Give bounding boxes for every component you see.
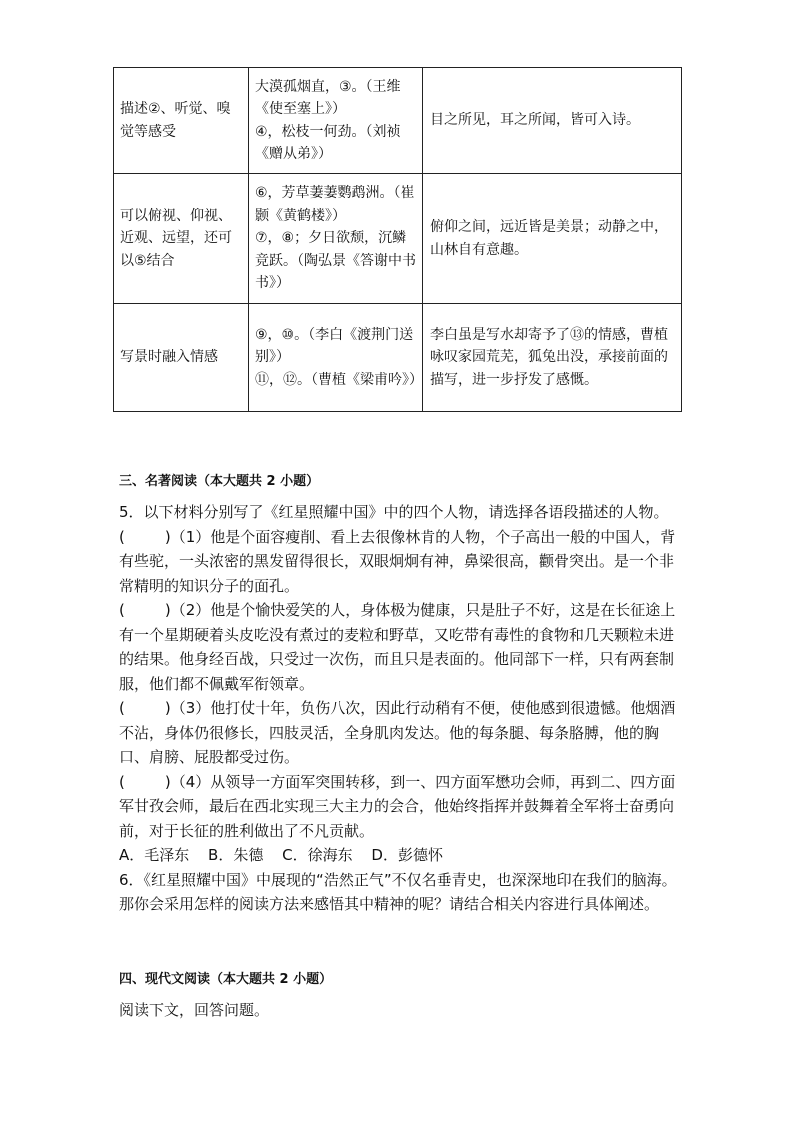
poem-line: 大漠孤烟直，③。（王维《使至塞上》） [255,78,401,117]
table-row [114,174,682,304]
table-cell: 李白虽是写水却寄予了⑬的情感，曹植咏叹家园荒芜，狐兔出没，承接前面的描写，进一步抒发了感慨。 [423,304,682,412]
table-cell: 写景时融入情感 [114,304,249,412]
table-cell [249,174,423,304]
table-row [114,68,682,174]
list-item: ( )（4）从领导一方面军突围转移，到一、四方面军懋功会师，再到二、四方面军甘孜会师，最后在西北实现三大主力的会合，他始终指挥并鼓舞着全军将士奋勇向前，对于长征的胜利做出了不凡贡献。 [119,772,676,840]
table-cell: 目之所见，耳之所闻，皆可入诗。 [423,68,682,174]
answer-options: A．毛泽东 B．朱德 C．徐海东 D．彭德怀 [119,846,443,864]
poem-line: ⑪，⑫。（曹植《梁甫吟》） [255,371,423,388]
list-item: ( )（1）他是个面容瘦削、看上去很像林肯的人物，个子高出一般的中国人，背有些驼，一头浓密的黑发留得很长，双眼炯炯有神，鼻梁很高，颧骨突出。是一个非常精明的知识分子的面孔。 [119,527,676,595]
table-cell: 俯仰之间，远近皆是美景；动静之中，山林自有意趣。 [423,174,682,304]
section-heading: 三、名著阅读（本大题共 2 小题） [119,474,320,489]
list-item: ( )（3）他打仗十年，负伤八次，因此行动稍有不便，使他感到很遗憾。他烟酒不沾，身体仍很修长，四肢灵活，全身肌肉发达。他的每条腿、每条胳膊，他的胸口、肩膀、屁股都受过伤。 [119,699,676,766]
table-cell [249,68,423,174]
table-cell [249,304,423,412]
poem-line: ⑦，⑧；夕日欲颓，沉鳞竞跃。（陶弘景《答谢中书书》） [255,230,416,292]
poem-line: ⑨，⑩。（李白《渡荆门送别》） [255,326,414,366]
section-heading: 四、现代文阅读（本大题共 2 小题） [119,972,333,987]
question-stem: 5．以下材料分别写了《红星照耀中国》中的四个人物，请选择各语段描述的人物。 [119,503,669,521]
section-intro: 阅读下文，回答问题。 [119,1001,270,1019]
poem-line: ④，松枝一何劲。（刘祯《赠从弟》） [255,123,401,162]
question-6: 6．《红星照耀中国》中展现的“浩然正气”不仅名垂青史，也深深地印在我们的脑海。那你会采用怎样的阅读方法来感悟其中精神的呢？请结合相关内容进行具体阐述。 [119,870,677,913]
poem-line: ⑥，芳草萋萋鹦鹉洲。（崔颢《黄鹤楼》） [255,185,415,224]
table-cell: 描述②、听觉、嗅觉等感受 [114,68,249,174]
list-item: ( )（2）他是个愉快爱笑的人，身体极为健康，只是肚子不好，这是在长征途上有一个星期硬着头皮吃没有煮过的麦粒和野草，又吃带有毒性的食物和几天颗粒未进的结果。他身经百战，只受过一次伤，而且只是表面的。他同部下一样，只有两套制服，他们都不佩戴军衔领章。 [119,601,676,693]
table-cell: 可以俯视、仰视、近观、远望，还可以⑤结合 [114,174,249,304]
table-row [114,304,682,412]
question-5 [119,500,679,917]
poetry-table [113,67,682,412]
